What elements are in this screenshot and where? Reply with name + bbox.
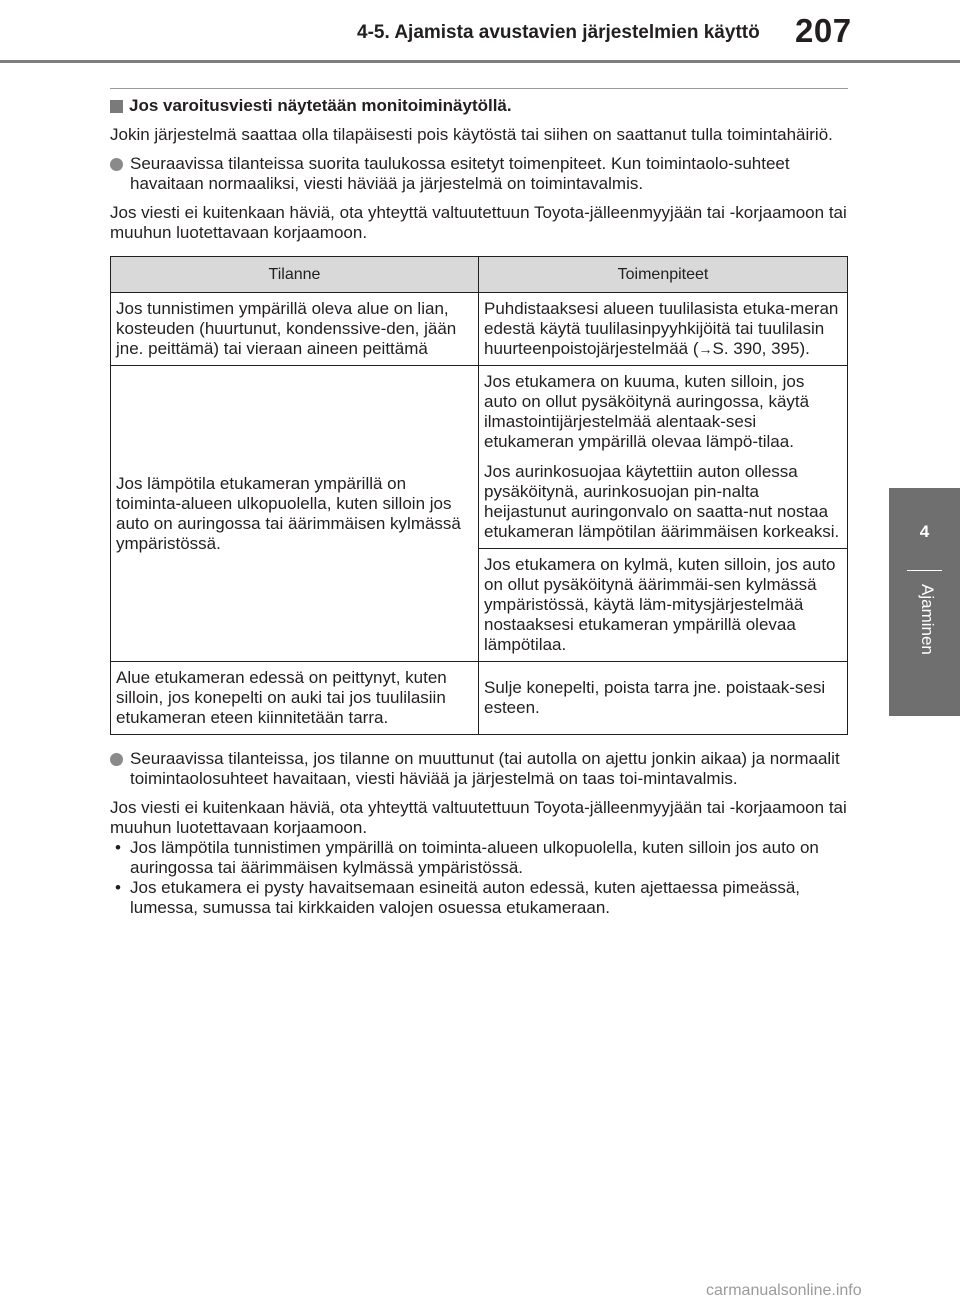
circle-bullet-icon xyxy=(110,154,130,194)
list-bullet-icon: • xyxy=(115,878,121,897)
table-row xyxy=(111,366,848,549)
table-cell-situation: Jos lämpötila etukameran ympärillä on toiminta-alueen ulkopuolella, kuten silloin jos auto on auringossa tai äärimmäisen kylmässä ympäristössä. xyxy=(111,366,479,662)
table-row xyxy=(111,293,848,366)
list-item-text: Jos lämpötila tunnistimen ympärillä on toiminta-alueen ulkopuolella, kuten silloin jos auto on auringossa tai äärimmäisen kylmässä ympäristössä. xyxy=(130,838,819,877)
contact-paragraph: Jos viesti ei kuitenkaan häviä, ota yhteyttä valtuutettuun Toyota-jälleenmyyjään tai -korjaamoon tai muuhun luotettavaan korjaamoon. xyxy=(110,798,847,837)
chapter-tab xyxy=(889,488,960,716)
table-header-actions: Toimenpiteet xyxy=(479,257,848,293)
actions-table xyxy=(110,256,848,735)
table-row xyxy=(111,662,848,735)
header-rule xyxy=(0,60,960,63)
section-heading-text: Jos varoitusviesti näytetään monitoiminäytöllä. xyxy=(129,96,512,115)
action-text: Jos aurinkosuojaa käytettiin auton ollessa pysäköitynä, aurinkosuojan pin-nalta heijastunut auringonvalo on saatta-nut nostaa etukameran lämpötilan äärimmäisen korkeaksi. xyxy=(484,462,840,541)
condition-list xyxy=(110,838,848,918)
table-header-situation: Tilanne xyxy=(111,257,479,293)
page-header xyxy=(0,0,960,62)
table-cell-action: Jos etukamera on kylmä, kuten silloin, jos auto on ollut pysäköitynä äärimmäi-sen kylmässä ympäristössä, käytä läm-mitysjärjestelmää nostaaksesi etukameran ympärillä olevaa lämpötilaa. xyxy=(479,549,848,662)
list-item xyxy=(110,838,848,878)
chapter-number: 4 xyxy=(919,522,930,541)
intro-paragraph: Jokin järjestelmä saattaa olla tilapäisesti pois käytöstä tai siihen on saattanut tulla toimintahäiriö. xyxy=(110,125,833,144)
page-content xyxy=(110,88,848,918)
contact-paragraph: Jos viesti ei kuitenkaan häviä, ota yhteyttä valtuutettuun Toyota-jälleenmyyjään tai -korjaamoon tai muuhun luotettavaan korjaamoon. xyxy=(110,203,847,242)
table-cell-action xyxy=(479,293,848,366)
bullet-text: Seuraavissa tilanteissa, jos tilanne on muuttunut (tai autolla on ajettu jonkin aikaa) ja normaalit toimintaolosuhteet havaitaan, viesti häviää ja järjestelmä on taas toi-mintavalmis. xyxy=(130,749,840,788)
chapter-label: Ajaminen xyxy=(918,584,937,655)
bullet-item xyxy=(110,154,848,194)
bullet-item xyxy=(110,749,848,789)
section-title: 4-5. Ajamista avustavien järjestelmien käyttö xyxy=(357,22,760,43)
action-text: Puhdistaaksesi alueen tuulilasista etuka-meran edestä käytä tuulilasinpyyhkijöitä tai tuulilasin huurteenpoistojärjestelmää ( xyxy=(484,299,839,358)
table-cell-action: Sulje konepelti, poista tarra jne. poistaak-sesi esteen. xyxy=(479,662,848,735)
chapter-tab-divider xyxy=(907,570,942,571)
bullet-text: Seuraavissa tilanteissa suorita taulukossa esitetyt toimenpiteet. Kun toimintaolo-suhteet havaitaan normaaliksi, viesti häviää ja järjestelmä on toimintavalmis. xyxy=(130,154,790,193)
table-header-row xyxy=(111,257,848,293)
table-cell-action xyxy=(479,366,848,549)
page-ref-arrow-icon: → xyxy=(698,341,713,357)
list-bullet-icon: • xyxy=(115,838,121,857)
page-number: 207 xyxy=(795,12,852,49)
square-bullet-icon xyxy=(110,100,123,113)
list-item xyxy=(110,878,848,918)
circle-bullet-icon xyxy=(110,749,130,789)
table-cell-situation: Alue etukameran edessä on peittynyt, kuten silloin, jos konepelti on auki tai jos tuulilasiin etukameran eteen kiinnitetään tarra. xyxy=(111,662,479,735)
list-item-text: Jos etukamera ei pysty havaitsemaan esineitä auton edessä, kuten ajettaessa pimeässä, lumessa, sumussa tai kirkkaiden valojen osuessa etukameraan. xyxy=(130,878,800,917)
page-reference: S. 390, 395). xyxy=(712,339,810,358)
section-rule xyxy=(110,88,848,89)
table-cell-situation: Jos tunnistimen ympärillä oleva alue on lian, kosteuden (huurtunut, kondenssive-den, jään jne. peittämä) tai vieraan aineen peittämä xyxy=(111,293,479,366)
section-heading xyxy=(110,96,848,116)
action-text: Jos etukamera on kuuma, kuten silloin, jos auto on ollut pysäköitynä auringossa, käytä ilmastointijärjestelmää alentaak-sesi etukameran ympärillä olevaa lämpö-tilaa. xyxy=(484,372,810,451)
watermark: carmanualsonline.info xyxy=(706,1282,862,1299)
